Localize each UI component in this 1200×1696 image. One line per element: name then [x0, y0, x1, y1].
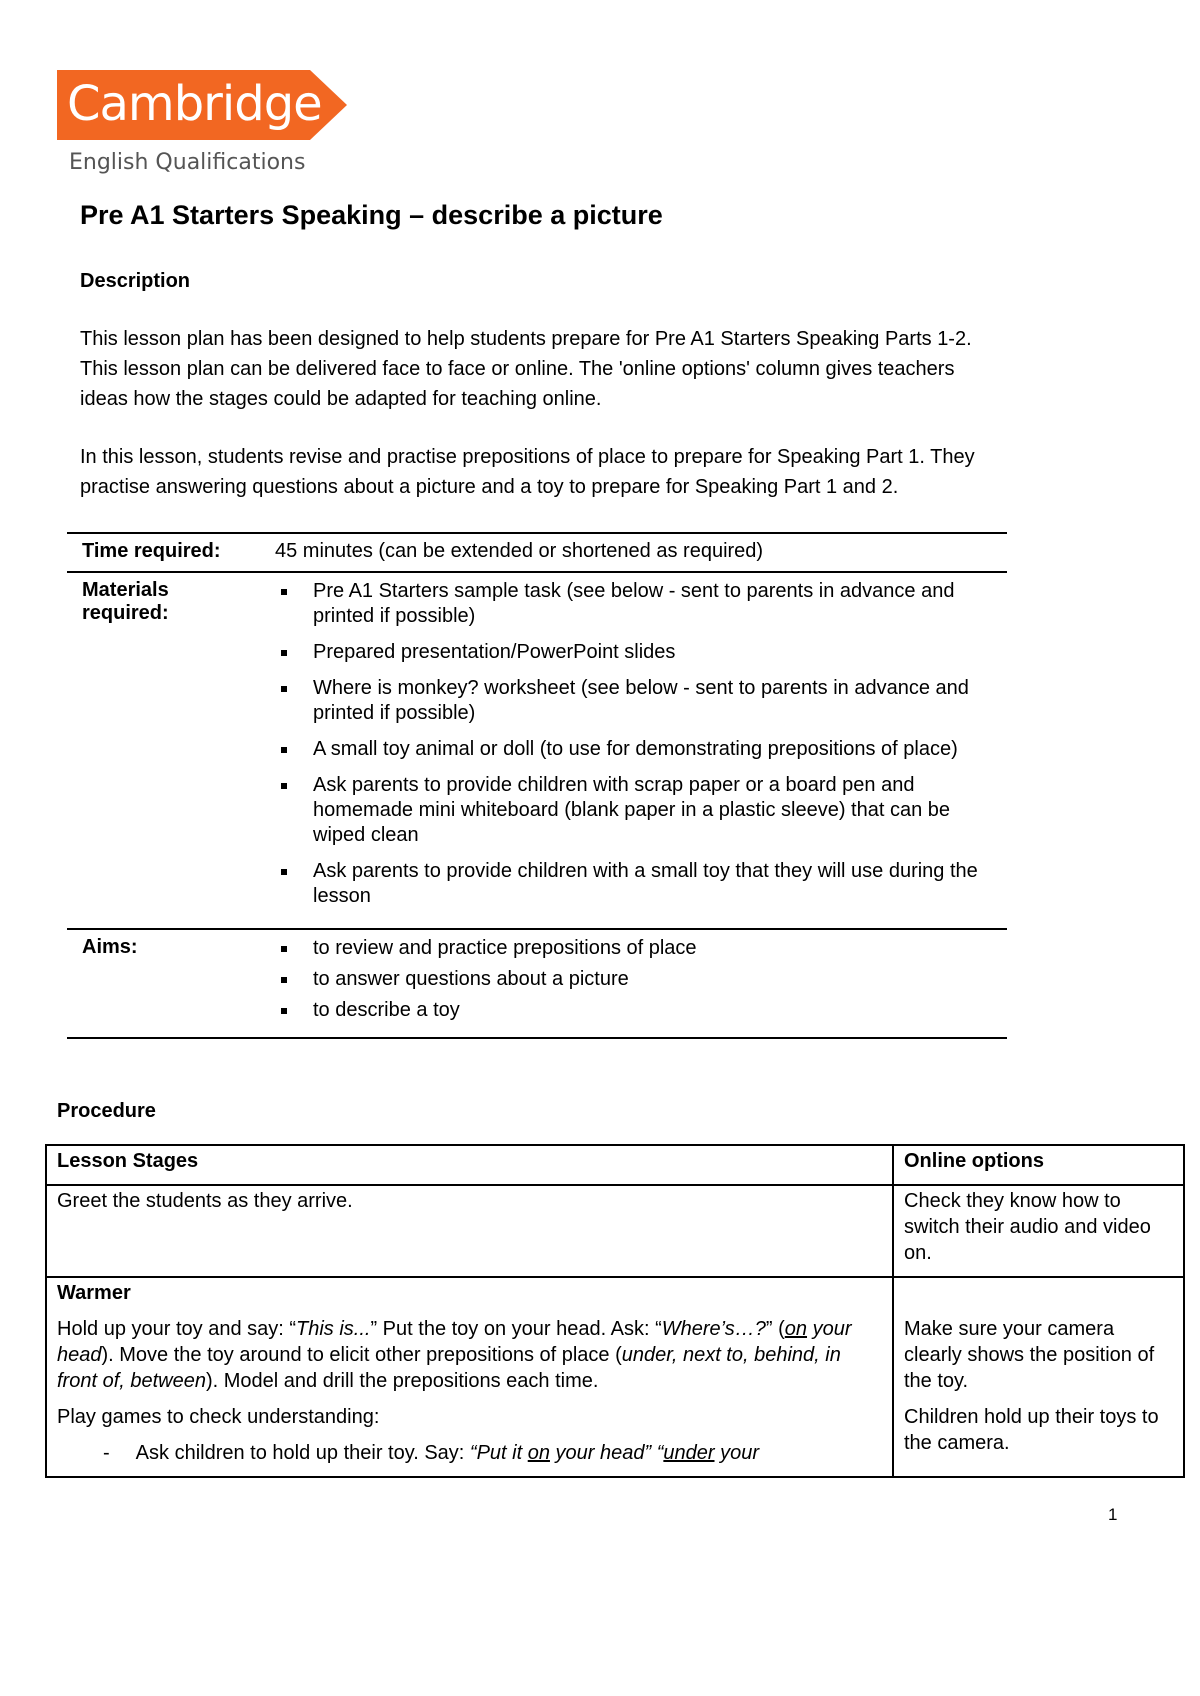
- text-run: under, next to, behind, in front of, between: [57, 1344, 841, 1392]
- text-run: under: [663, 1442, 715, 1464]
- text-line: practise answering questions about a picture and a toy to prepare for Speaking Part 1 and 2.: [80, 476, 899, 498]
- list-item-text: Pre A1 Starters sample task (see below - sent to parents in advance and printed if possible): [313, 580, 955, 627]
- stage-paragraph: [57, 1316, 882, 1394]
- bullet-icon: [281, 686, 287, 692]
- description-paragraph-1: [80, 324, 1080, 414]
- logo-banner: [57, 70, 347, 140]
- text-run: your head: [57, 1318, 852, 1366]
- text-line: This lesson plan has been designed to help students prepare for Pre A1 Starters Speaking Parts 1-2.: [80, 328, 972, 350]
- list-item: [275, 737, 999, 762]
- text-run: your head” “: [549, 1442, 664, 1464]
- bullet-icon: [281, 977, 287, 983]
- stage-cell: Greet the students as they arrive.: [46, 1185, 893, 1277]
- text-run: “Put it: [469, 1442, 528, 1464]
- dash-list-item: [57, 1440, 882, 1466]
- text-run: Ask children to hold up their toy. Say:: [135, 1442, 470, 1464]
- list-item-text: Ask parents to provide children with a small toy that they will use during the lesson: [313, 860, 978, 907]
- list-item: [275, 579, 999, 629]
- dash-bullet: -: [103, 1442, 110, 1464]
- aims-label: Aims:: [82, 936, 138, 958]
- materials-row: [67, 572, 1007, 929]
- list-item-text: A small toy animal or doll (to use for demonstrating prepositions of place): [313, 738, 958, 760]
- text-run: This is...: [296, 1318, 371, 1340]
- text-run: on: [784, 1318, 808, 1340]
- text-run: on: [527, 1442, 550, 1464]
- list-item-text: to describe a toy: [313, 999, 460, 1021]
- materials-cell: [260, 572, 1007, 929]
- procedure-heading: Procedure: [57, 1100, 156, 1122]
- lesson-stages-header: Lesson Stages: [46, 1145, 893, 1185]
- list-item-text: Where is monkey? worksheet (see below - sent to parents in advance and printed if possible): [313, 677, 969, 724]
- list-item-text: Prepared presentation/PowerPoint slides: [313, 641, 676, 663]
- list-item: [275, 967, 999, 992]
- stage-heading: Warmer: [57, 1282, 131, 1304]
- materials-list: [275, 579, 999, 909]
- online-paragraph: Children hold up their toys to the camera.: [904, 1406, 1159, 1454]
- list-item: [275, 676, 999, 726]
- aims-row: [67, 929, 1007, 1038]
- bullet-icon: [281, 589, 287, 595]
- description-paragraph-2: [80, 442, 1080, 502]
- time-value: 45 minutes (can be extended or shortened as required): [275, 540, 764, 562]
- list-item: [275, 640, 999, 665]
- bullet-icon: [281, 869, 287, 875]
- materials-label: Materials required:: [82, 579, 169, 624]
- stage-paragraph: Play games to check understanding:: [57, 1406, 380, 1428]
- page-number: 1: [1108, 1505, 1118, 1524]
- logo-wordmark: Cambridge: [67, 76, 322, 132]
- time-label: Time required:: [82, 540, 221, 562]
- cambridge-logo: [57, 70, 347, 175]
- online-cell: Check they know how to switch their audio and video on.: [893, 1185, 1184, 1277]
- aims-cell: [260, 929, 1007, 1038]
- online-paragraph: Make sure your camera clearly shows the position of the toy.: [904, 1318, 1155, 1392]
- bullet-icon: [281, 1008, 287, 1014]
- text-run: your: [714, 1442, 759, 1464]
- page-title: Pre A1 Starters Speaking – describe a picture: [80, 200, 663, 230]
- text-line: ideas how the stages could be adapted for teaching online.: [80, 388, 602, 410]
- aims-list: [275, 936, 999, 1023]
- text-run: Where’s…?: [661, 1318, 766, 1340]
- list-item: [275, 998, 999, 1023]
- bullet-icon: [281, 747, 287, 753]
- online-options-header: Online options: [893, 1145, 1184, 1185]
- bullet-icon: [281, 650, 287, 656]
- text-run: ” (: [765, 1318, 785, 1340]
- text-run: ). Model and drill the prepositions each time.: [205, 1370, 599, 1392]
- list-item-text: to review and practice prepositions of place: [313, 937, 697, 959]
- text-run: Hold up your toy and say: “: [57, 1318, 297, 1340]
- list-item: [275, 936, 999, 961]
- procedure-table: [45, 1144, 1185, 1478]
- text-line: In this lesson, students revise and practise prepositions of place to prepare for Speaking Part 1. They: [80, 446, 975, 468]
- time-row: [67, 533, 1007, 572]
- table-row: [46, 1185, 1184, 1277]
- bullet-icon: [281, 783, 287, 789]
- table-row: [46, 1277, 1184, 1477]
- list-item: [275, 859, 999, 909]
- description-heading: Description: [80, 270, 191, 292]
- text-run: ). Move the toy around to elicit other prepositions of place (: [101, 1344, 622, 1366]
- list-item-text: Ask parents to provide children with scrap paper or a board pen and homemade mini whiteboard (blank paper in a plastic sleeve) that can be wiped clean: [313, 774, 951, 846]
- stage-cell: [46, 1277, 893, 1477]
- logo-subtitle: English Qualifications: [69, 150, 306, 175]
- online-cell: [893, 1277, 1184, 1477]
- text-line: This lesson plan can be delivered face to face or online. The 'online options' column gives teachers: [80, 358, 955, 380]
- list-item: [275, 773, 999, 848]
- list-item-text: to answer questions about a picture: [313, 968, 629, 990]
- table-header-row: [46, 1145, 1184, 1185]
- lesson-info-table: [67, 532, 1007, 1039]
- text-run: ” Put the toy on your head. Ask: “: [370, 1318, 662, 1340]
- bullet-icon: [281, 946, 287, 952]
